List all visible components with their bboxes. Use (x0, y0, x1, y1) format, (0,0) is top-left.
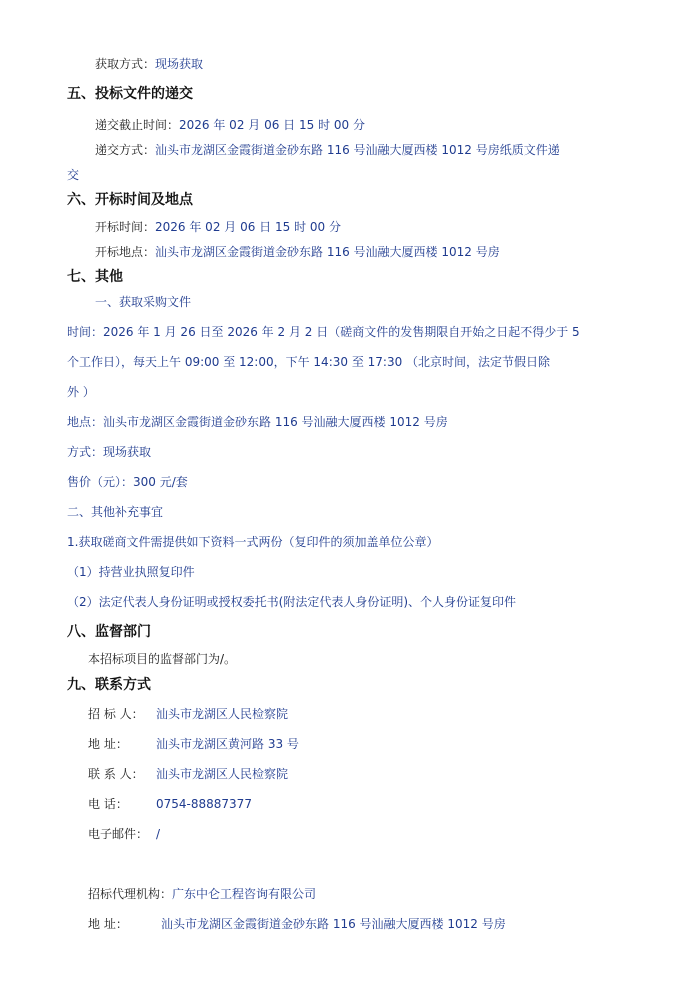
deadline-label: 递交截止时间： (95, 118, 180, 132)
section-9-title: 九、联系方式 (67, 677, 151, 693)
agency-address-label: 地 址： (88, 917, 128, 931)
address-line (88, 736, 299, 752)
acquire-time-line-2: 个工作日），每天上午 09:00 至 12:00，下午 14:30 至 17:30 （北京时间，法定节假日除 (67, 355, 551, 369)
email-label: 电子邮件： (88, 827, 149, 841)
acquire-time-line-3: 外 ） (67, 385, 95, 399)
acquire-method-line (95, 56, 203, 72)
contact-value: 汕头市龙湖区人民检察院 (156, 767, 289, 781)
section-8-title: 八、监督部门 (67, 624, 151, 640)
phone-line (88, 796, 252, 812)
submit-method-continuation: 交 (67, 168, 80, 182)
sub-heading-supplement: 二、其他补充事宜 (67, 505, 164, 519)
opening-time-label: 开标时间： (95, 220, 156, 234)
contact-line (88, 766, 288, 782)
supplement-item-1a: （1）持营业执照复印件 (67, 565, 195, 579)
opening-place-value: 汕头市龙湖区金霞街道金砂东路 116 号汕融大厦西楼 1012 号房 (155, 245, 500, 259)
address-value: 汕头市龙湖区黄河路 33 号 (156, 737, 299, 751)
submit-method-line (95, 142, 560, 158)
phone-label: 电 话： (88, 797, 128, 811)
submit-method-value: 汕头市龙湖区金霞街道金砂东路 116 号汕融大厦西楼 1012 号房纸质文件递 (155, 143, 560, 157)
sub-heading-acquire: 一、获取采购文件 (95, 295, 192, 309)
agency-line (88, 886, 316, 902)
acquire-method: 方式：现场获取 (67, 445, 152, 459)
supervision-text: 本招标项目的监督部门为/。 (88, 652, 237, 666)
tenderer-line (88, 706, 288, 722)
section-7-title: 七、其他 (67, 269, 123, 285)
opening-time-line (95, 219, 341, 235)
acquire-place: 地点：汕头市龙湖区金霞街道金砂东路 116 号汕融大厦西楼 1012 号房 (67, 415, 448, 429)
agency-address-line (88, 916, 506, 932)
agency-address-value: 汕头市龙湖区金霞街道金砂东路 116 号汕融大厦西楼 1012 号房 (161, 917, 506, 931)
contact-label: 联 系 人： (88, 767, 144, 781)
agency-value: 广东中仑工程咨询有限公司 (172, 887, 317, 901)
opening-time-value: 2026 年 02 月 06 日 15 时 00 分 (155, 220, 341, 234)
email-value: / (156, 827, 161, 841)
email-line (88, 826, 160, 842)
phone-value: 0754-88887377 (156, 797, 252, 811)
acquire-time-line-1: 时间：2026 年 1 月 26 日至 2026 年 2 月 2 日（磋商文件的发售期限自开始之日起不得少于 5 (67, 325, 580, 339)
acquire-method-label: 获取方式： (95, 57, 156, 71)
section-6-title: 六、开标时间及地点 (67, 192, 193, 208)
supplement-item-1b: （2）法定代表人身份证明或授权委托书(附法定代表人身份证明)、个人身份证复印件 (67, 595, 517, 609)
supplement-item-1: 1.获取磋商文件需提供如下资料一式两份（复印件的须加盖单位公章） (67, 535, 439, 549)
submit-method-label: 递交方式： (95, 143, 156, 157)
acquire-method-value: 现场获取 (155, 57, 204, 71)
opening-place-label: 开标地点： (95, 245, 156, 259)
price: 售价（元）：300 元/套 (67, 475, 188, 489)
address-label: 地 址： (88, 737, 128, 751)
deadline-line (95, 117, 365, 133)
deadline-value: 2026 年 02 月 06 日 15 时 00 分 (179, 118, 365, 132)
section-5-title: 五、投标文件的递交 (67, 86, 193, 102)
tenderer-value: 汕头市龙湖区人民检察院 (156, 707, 289, 721)
tenderer-label: 招 标 人： (88, 707, 144, 721)
opening-place-line (95, 244, 500, 260)
agency-label: 招标代理机构： (88, 887, 173, 901)
